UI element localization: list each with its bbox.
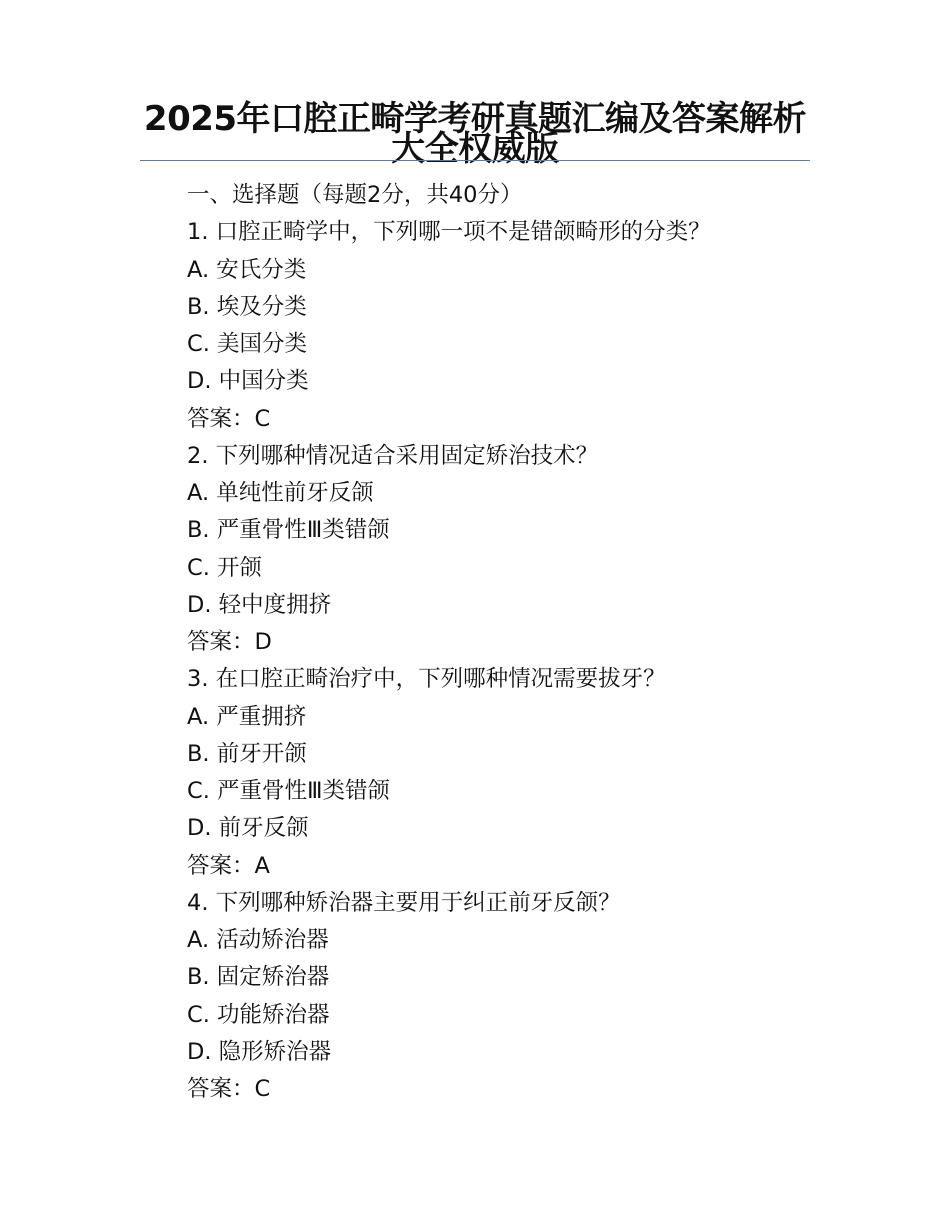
title-underline bbox=[140, 160, 810, 161]
option-d: D. 中国分类 bbox=[187, 368, 309, 395]
question-stem: 2. 下列哪种情况适合采用固定矫治技术？ bbox=[187, 442, 599, 469]
option-b: B. 前牙开颌 bbox=[187, 740, 307, 767]
option-c: C. 美国分类 bbox=[187, 331, 308, 357]
answer-line: 答案：C bbox=[187, 1076, 271, 1102]
option-d: D. 隐形矫治器 bbox=[187, 1038, 332, 1065]
question-stem: 3. 在口腔正畸治疗中，下列哪种情况需要拔牙？ bbox=[187, 666, 666, 693]
question-stem: 1. 口腔正畸学中，下列哪一项不是错颌畸形的分类？ bbox=[187, 219, 711, 246]
question-2 bbox=[187, 438, 827, 662]
document-title: 2025年口腔正畸学考研真题汇编及答案解析大全权威版 bbox=[143, 99, 807, 169]
option-b: B. 固定矫治器 bbox=[187, 964, 330, 991]
option-d: D. 前牙反颌 bbox=[187, 815, 309, 842]
option-c: C. 功能矫治器 bbox=[187, 1001, 330, 1028]
question-3 bbox=[187, 661, 827, 885]
answer-line: 答案：A bbox=[187, 852, 270, 879]
option-d: D. 轻中度拥挤 bbox=[187, 591, 332, 618]
option-c: C. 开颌 bbox=[187, 554, 263, 581]
question-4 bbox=[187, 885, 827, 1109]
option-a: A. 严重拥挤 bbox=[187, 703, 307, 730]
option-a: A. 安氏分类 bbox=[187, 256, 307, 283]
question-stem: 4. 下列哪种矫治器主要用于纠正前牙反颌？ bbox=[187, 889, 621, 916]
option-b: B. 埃及分类 bbox=[187, 293, 307, 320]
section-heading: 一、选择题（每题2分，共40分） bbox=[187, 182, 523, 208]
option-a: A. 活动矫治器 bbox=[187, 927, 329, 953]
document-body bbox=[187, 177, 827, 1108]
answer-line: 答案：C bbox=[187, 405, 271, 432]
option-c: C. 严重骨性Ⅲ类错颌 bbox=[187, 778, 391, 804]
question-1 bbox=[187, 214, 827, 438]
option-b: B. 严重骨性Ⅲ类错颌 bbox=[187, 517, 390, 544]
option-a: A. 单纯性前牙反颌 bbox=[187, 480, 374, 506]
answer-line: 答案：D bbox=[187, 629, 272, 655]
